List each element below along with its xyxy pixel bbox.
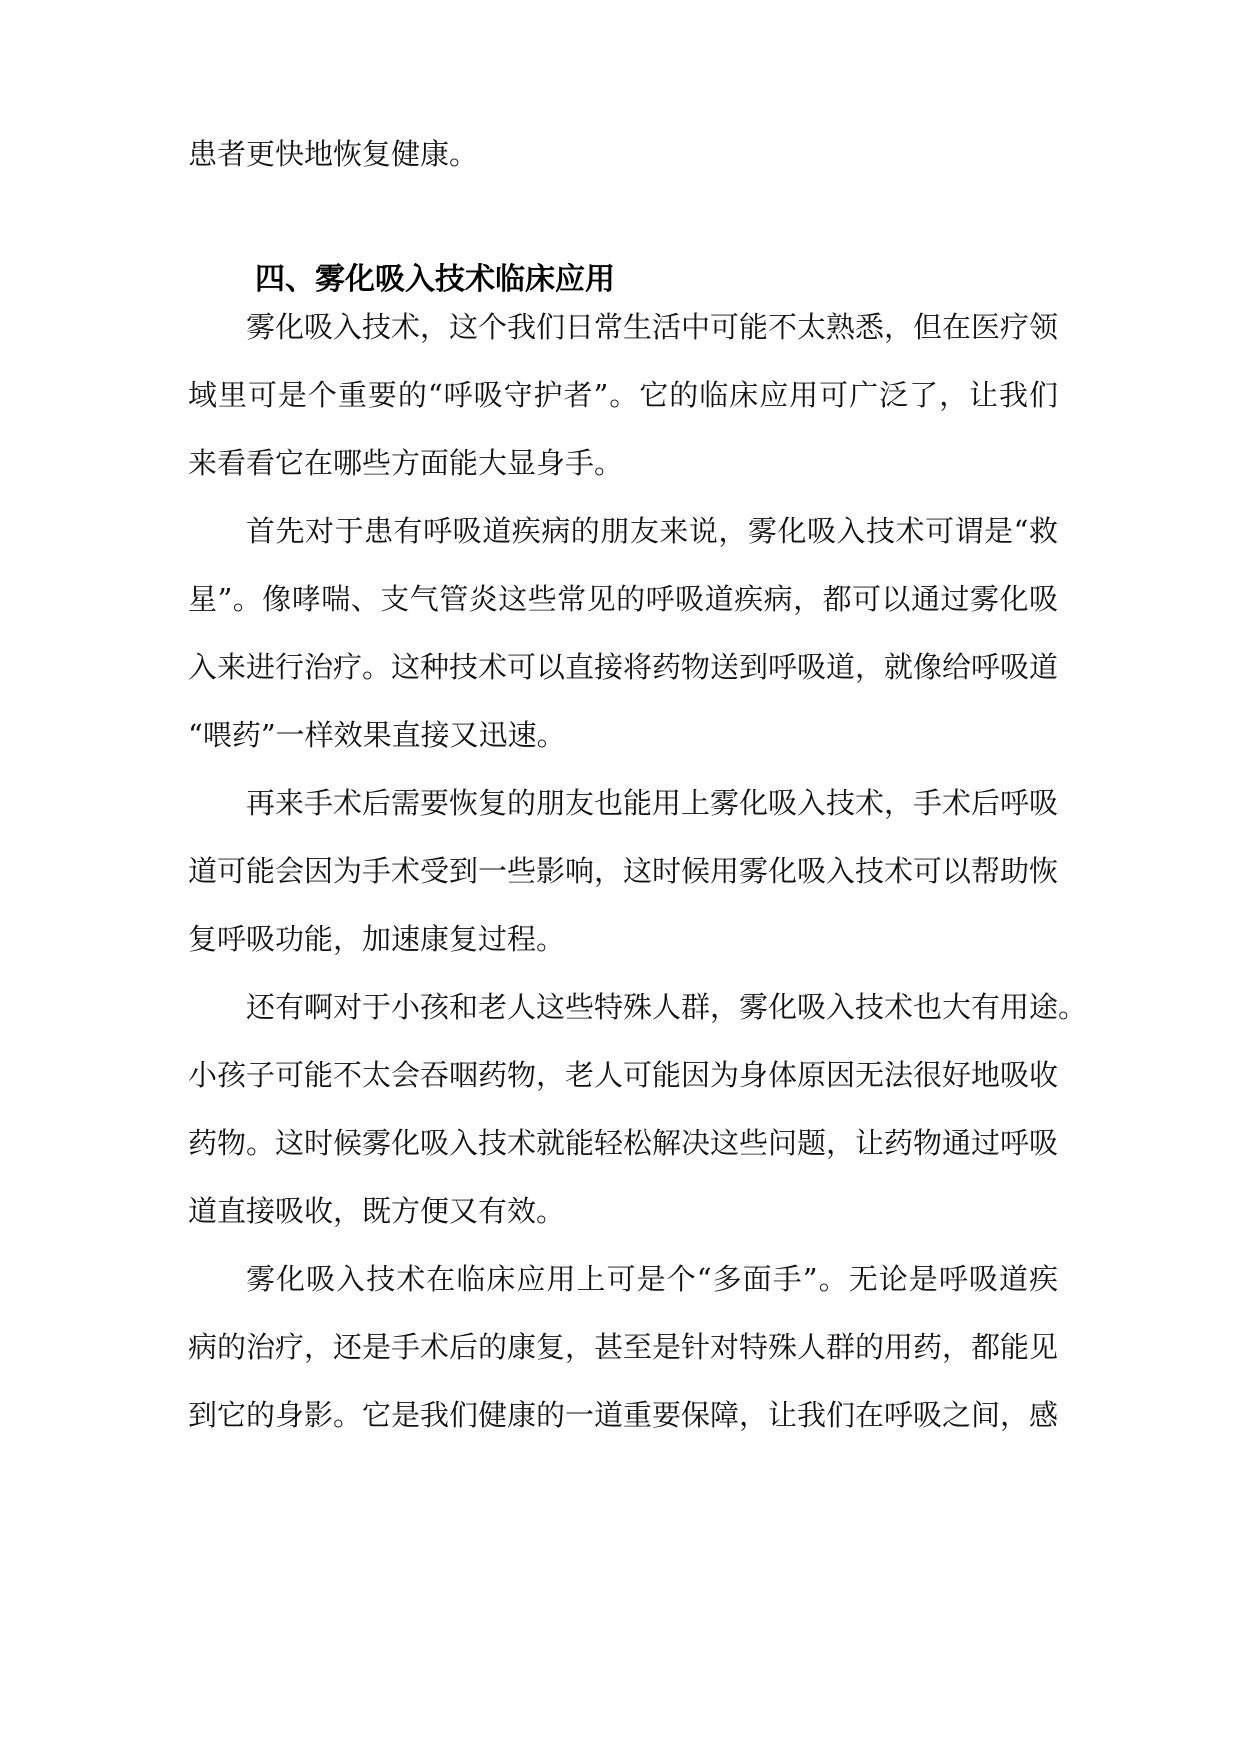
paragraph-1-line-1: 雾化吸入技术，这个我们日常生活中可能不太熟悉，但在医疗领 [246, 310, 1059, 344]
paragraph-4-line-4: 道直接吸收，既方便又有效。 [188, 1194, 566, 1228]
section-heading: 四、雾化吸入技术临床应用 [255, 262, 615, 297]
paragraph-1-line-2: 域里可是个重要的“呼吸守护者”。它的临床应用可广泛了，让我们 [188, 378, 1058, 412]
paragraph-5-line-3: 到它的身影。它是我们健康的一道重要保障，让我们在呼吸之间，感 [188, 1398, 1059, 1432]
paragraph-2-line-3: 入来进行治疗。这种技术可以直接将药物送到呼吸道，就像给呼吸道 [188, 650, 1059, 684]
intro-tail-line: 患者更快地恢复健康。 [188, 137, 479, 171]
paragraph-3-line-3: 复呼吸功能，加速康复过程。 [188, 922, 566, 956]
paragraph-4-line-1: 还有啊对于小孩和老人这些特殊人群，雾化吸入技术也大有用途。 [246, 990, 1088, 1024]
paragraph-4-line-3: 药物。这时候雾化吸入技术就能轻松解决这些问题，让药物通过呼吸 [188, 1126, 1059, 1160]
paragraph-3-line-2: 道可能会因为手术受到一些影响，这时候用雾化吸入技术可以帮助恢 [188, 854, 1059, 888]
paragraph-2-line-2: 星”。像哮喘、支气管炎这些常见的呼吸道疾病，都可以通过雾化吸 [188, 582, 1058, 616]
paragraph-5-line-1: 雾化吸入技术在临床应用上可是个“多面手”。无论是呼吸道疾 [246, 1262, 1058, 1296]
paragraph-5-line-2: 病的治疗，还是手术后的康复，甚至是针对特殊人群的用药，都能见 [188, 1330, 1059, 1364]
paragraph-1-line-3: 来看看它在哪些方面能大显身手。 [188, 446, 624, 480]
paragraph-4-line-2: 小孩子可能不太会吞咽药物，老人可能因为身体原因无法很好地吸收 [188, 1058, 1059, 1092]
paragraph-2-line-4: “喂药”一样效果直接又迅速。 [188, 718, 566, 752]
paragraph-2-line-1: 首先对于患有呼吸道疾病的朋友来说，雾化吸入技术可谓是“救 [246, 514, 1058, 548]
paragraph-3-line-1: 再来手术后需要恢复的朋友也能用上雾化吸入技术，手术后呼吸 [246, 786, 1059, 820]
